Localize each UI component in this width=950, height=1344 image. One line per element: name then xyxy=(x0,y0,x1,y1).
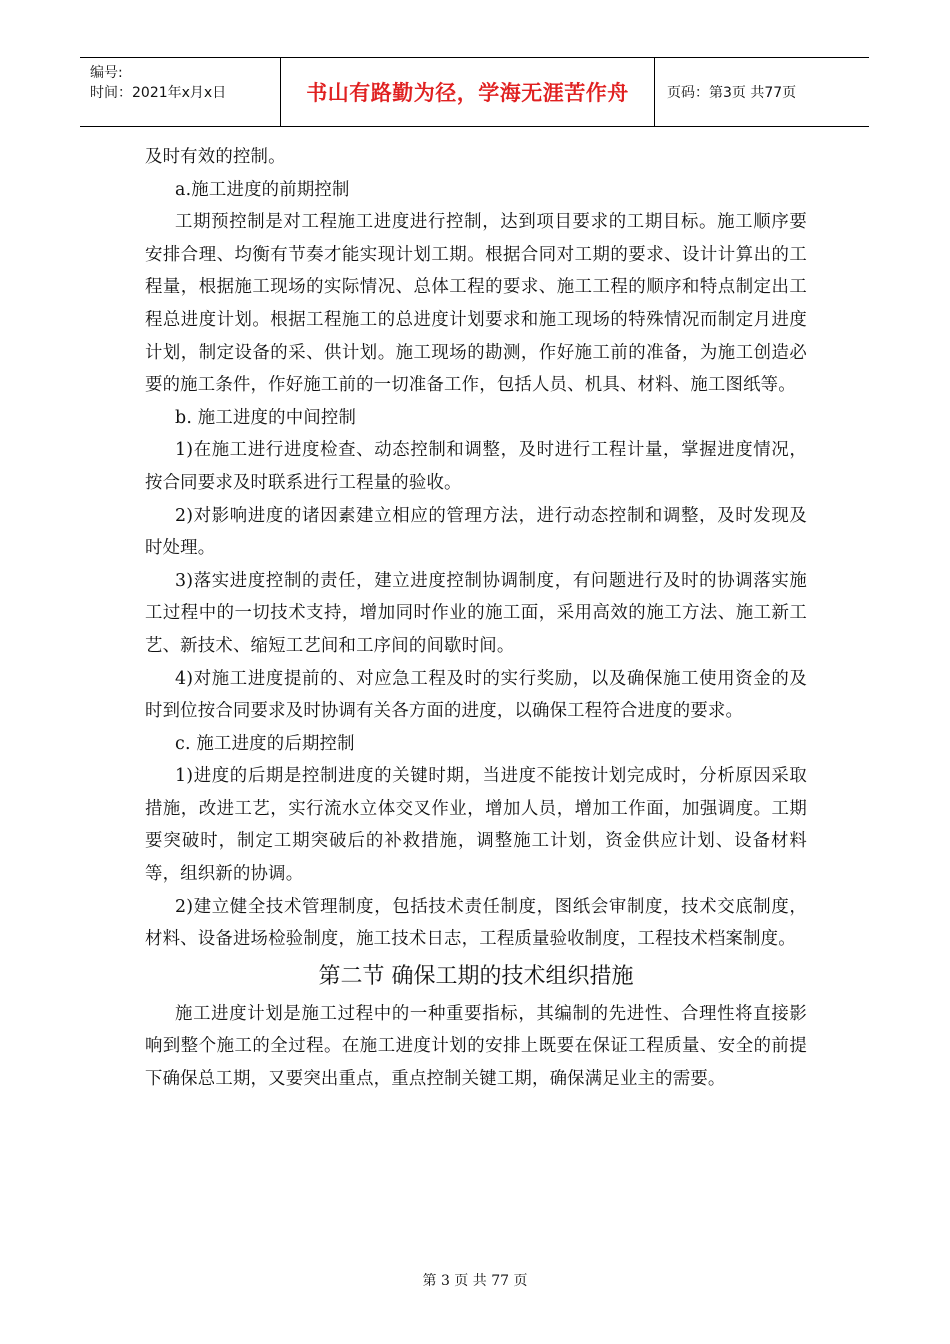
document-number-label: 编号: xyxy=(90,65,123,81)
paragraph: 工期预控制是对工程施工进度进行控制，达到项目要求的工期目标。施工顺序要安排合理、均衡有节奏才能实现计划工期。根据合同对工期的要求、设计计算出的工程量，根据施工现场的实际情况、总体工程的要求、施工工程的顺序和特点制定出工程总进度计划。根据工程施工的总进度计划要求和施工现场的特殊情况而制定月进度计划，制定设备的采、供计划。施工现场的勘测，作好施工前的准备，为施工创造必要的施工条件，作好施工前的一切准备工作，包括人员、机具、材料、施工图纸等。 xyxy=(145,212,807,396)
paragraph: 3)落实进度控制的责任，建立进度控制协调制度，有问题进行及时的协调落实施工过程中的一切技术支持，增加同时作业的施工面，采用高效的施工方法、施工新工艺、新技术、缩短工艺间和工序间的间歇时间。 xyxy=(145,570,807,656)
paragraph: 施工进度计划是施工过程中的一种重要指标，其编制的先进性、合理性将直接影响到整个施工的全过程。在施工进度计划的安排上既要在保证工程质量、安全的前提下确保总工期，又要突出重点，重点控制关键工期，确保满足业主的需要。 xyxy=(145,1003,807,1090)
subheading: a.施工进度的前期控制 xyxy=(175,179,350,200)
paragraph: 4)对施工进度提前的、对应急工程及时的实行奖励，以及确保施工使用资金的及时到位按合同要求及时协调有关各方面的进度，以确保工程符合进度的要求。 xyxy=(145,668,807,722)
page-header xyxy=(80,57,869,127)
document-time-label: 时间：2021年x月x日 xyxy=(90,85,227,101)
paragraph: 1)进度的后期是控制进度的关键时期，当进度不能按计划完成时，分析原因采取措施，改进工艺，实行流水立体交叉作业，增加人员，增加工作面，加强调度。工期要突破时，制定工期突破后的补救措施，调整施工计划，资金供应计划、设备材料等，组织新的协调。 xyxy=(145,766,807,885)
subheading: b. 施工进度的中间控制 xyxy=(175,407,357,428)
header-meta xyxy=(80,58,281,126)
section-title: 第二节 确保工期的技术组织措施 xyxy=(318,963,634,989)
paragraph: 1)在施工进行进度检查、动态控制和调整，及时进行工程计量，掌握进度情况，按合同要求及时联系进行工程量的验收。 xyxy=(145,440,807,493)
paragraph: 2)建立健全技术管理制度，包括技术责任制度，图纸会审制度，技术交底制度，材料、设备进场检验制度，施工技术日志，工程质量验收制度，工程技术档案制度。 xyxy=(145,896,807,950)
document-body xyxy=(145,141,807,1096)
paragraph: 及时有效的控制。 xyxy=(145,147,286,167)
paragraph: 2)对影响进度的诸因素建立相应的管理方法，进行动态控制和调整，及时发现及时处理。 xyxy=(145,505,807,559)
header-page-info: 页码：第3页 共77页 xyxy=(667,85,797,101)
subheading: c. 施工进度的后期控制 xyxy=(175,733,355,754)
header-motto: 书山有路勤为径，学海无涯苦作舟 xyxy=(281,58,655,126)
page-footer: 第 3 页 共 77 页 xyxy=(422,1273,528,1289)
